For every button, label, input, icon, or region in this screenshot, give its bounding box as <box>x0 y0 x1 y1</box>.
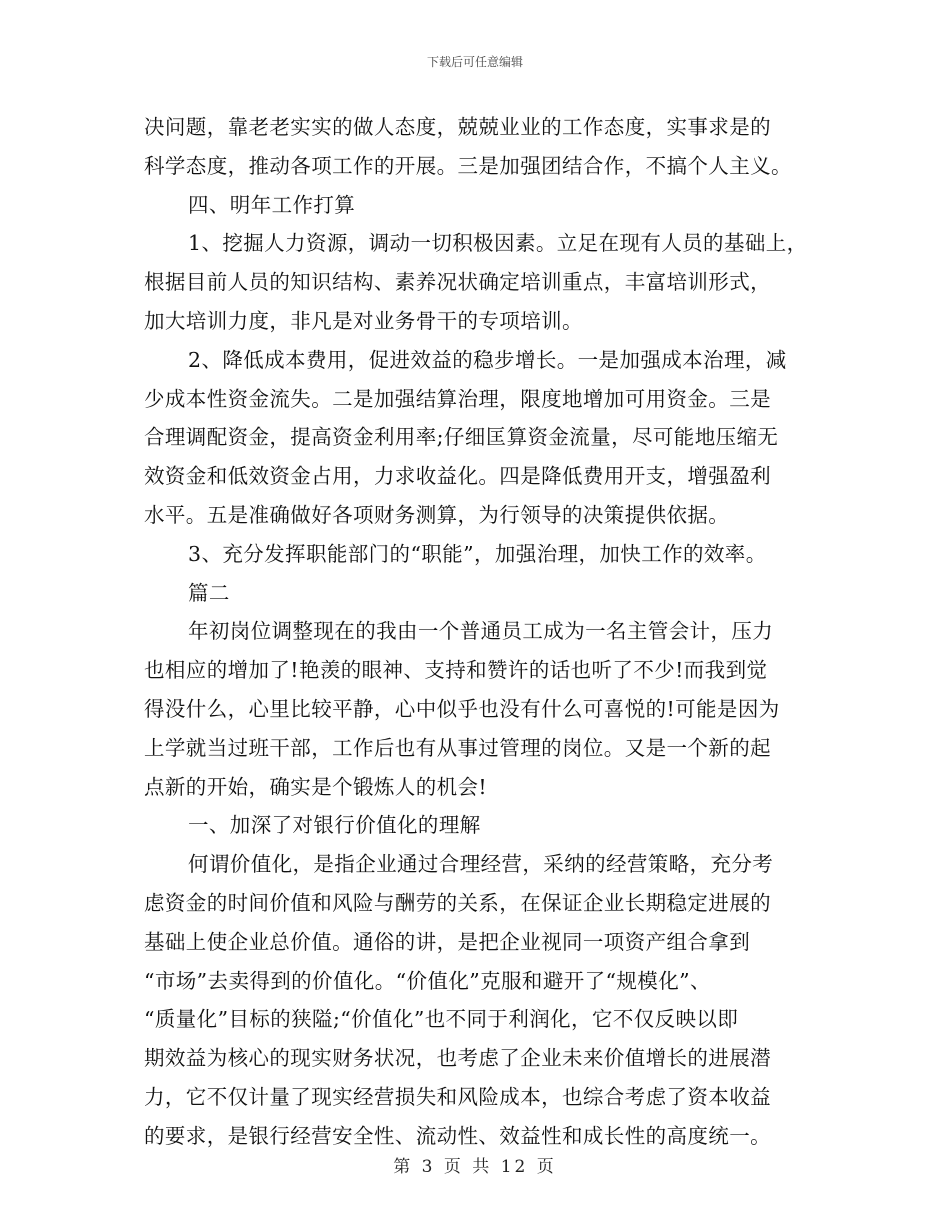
text-line-17: 上学就当过班干部，工作后也有从事过管理的岗位。又是一个新的起 <box>144 735 771 760</box>
text-line-22: 基础上使企业总价值。通俗的讲，是把企业视同一项资产组合拿到 <box>144 929 751 954</box>
text-line-14: 年初岗位调整现在的我由一个普通员工成为一名主管会计，压力 <box>188 619 774 644</box>
section-heading: 四、明年工作打算 <box>188 192 356 217</box>
page-number: 第 3 页 共 12 页 <box>393 1157 557 1177</box>
text-line-9: 合理调配资金，提高资金利用率;仔细匡算资金流量，尽可能地压缩无 <box>144 425 779 450</box>
text-line-15: 也相应的增加了!艳羡的眼神、支持和赞许的话也听了不少!而我到觉 <box>144 658 768 683</box>
text-line-1: 决问题，靠老老实实的做人态度，兢兢业业的工作态度，实事求是的 <box>144 115 771 139</box>
text-line-26: 力，它不仅计量了现实经营损失和风险成本，也综合考虑了资本收益 <box>144 1084 771 1109</box>
body-text <box>144 108 814 1156</box>
text-line-20: 何谓价值化，是指企业通过合理经营，采纳的经营策略，充分考 <box>188 852 774 877</box>
text-line-6: 加大培训力度，非凡是对业务骨干的专项培训。 <box>144 308 583 333</box>
text-line-12: 3、充分发挥职能部门的“职能”，加强治理，加快工作的效率。 <box>188 541 767 566</box>
text-line-16: 得没什么，心里比较平静，心中似乎也没有什么可喜悦的!可能是因为 <box>144 696 780 721</box>
text-line-23: “市场”去卖得到的价值化。“价值化”克服和避开了“规模化”、 <box>144 968 711 993</box>
text-line-4: 1、挖掘人力资源，调动一切积极因素。立足在现有人员的基础上， <box>188 231 808 256</box>
text-line-5: 根据目前人员的知识结构、素养况状确定培训重点，丰富培训形式， <box>144 270 771 295</box>
page-header: 下载后可任意编辑 <box>426 55 523 69</box>
text-line-10: 效资金和低效资金占用，力求收益化。四是降低费用开支，增强盈利 <box>144 464 771 489</box>
text-line-27: 的要求，是银行经营安全性、流动性、效益性和成长性的高度统一。 <box>144 1123 771 1148</box>
text-line-11: 水平。五是准确做好各项财务测算，为行领导的决策提供依据。 <box>144 502 730 527</box>
text-line-18: 点新的开始，确实是个锻炼人的机会! <box>144 774 488 799</box>
text-line-8: 少成本性资金流失。二是加强结算治理，限度地增加可用资金。三是 <box>144 386 771 411</box>
text-line-24: “质量化”目标的狭隘;“价值化”也不同于利润化，它不仅反映以即 <box>144 1007 739 1032</box>
text-line-2: 科学态度，推动各项工作的开展。三是加强团结合作，不搞个人主义。 <box>144 153 792 178</box>
text-line-25: 期效益为核心的现实财务状况，也考虑了企业未来价值增长的进展潜 <box>144 1046 771 1071</box>
subsection-heading: 一、加深了对银行价值化的理解 <box>188 813 481 838</box>
text-line-21: 虑资金的时间价值和风险与酬劳的关系，在保证企业长期稳定进展的 <box>144 890 771 915</box>
chapter-heading: 篇二 <box>188 580 230 605</box>
text-line-7: 2、降低成本费用，促进效益的稳步增长。一是加强成本治理，减 <box>188 347 787 372</box>
